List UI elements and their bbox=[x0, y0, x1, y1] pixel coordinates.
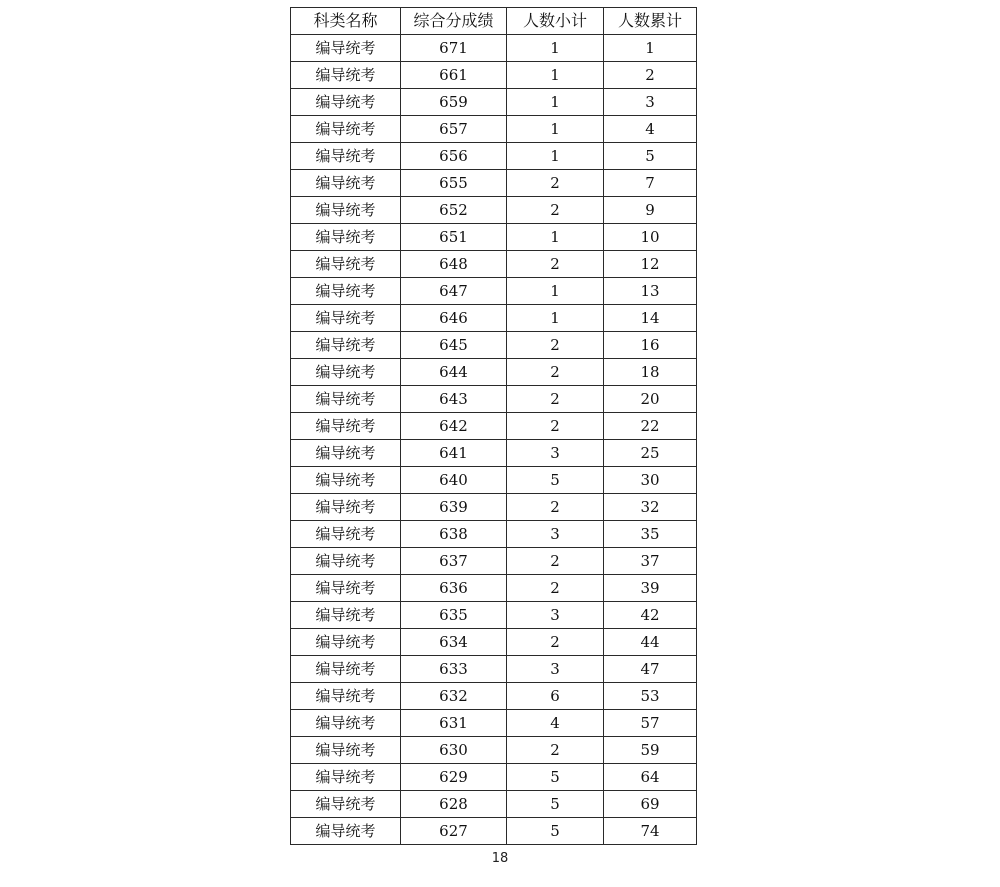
cell-cumulative: 12 bbox=[604, 251, 697, 278]
cell-category: 编导统考 bbox=[291, 89, 401, 116]
cell-count: 2 bbox=[507, 197, 604, 224]
header-cumulative: 人数累计 bbox=[604, 8, 697, 35]
cell-score: 657 bbox=[401, 116, 507, 143]
cell-cumulative: 74 bbox=[604, 818, 697, 845]
cell-category: 编导统考 bbox=[291, 386, 401, 413]
cell-cumulative: 47 bbox=[604, 656, 697, 683]
cell-cumulative: 2 bbox=[604, 62, 697, 89]
cell-count: 2 bbox=[507, 494, 604, 521]
table-row bbox=[291, 386, 697, 413]
cell-cumulative: 59 bbox=[604, 737, 697, 764]
cell-count: 1 bbox=[507, 62, 604, 89]
cell-count: 2 bbox=[507, 575, 604, 602]
cell-category: 编导统考 bbox=[291, 683, 401, 710]
cell-category: 编导统考 bbox=[291, 575, 401, 602]
table-row bbox=[291, 278, 697, 305]
cell-count: 1 bbox=[507, 278, 604, 305]
cell-score: 635 bbox=[401, 602, 507, 629]
cell-cumulative: 1 bbox=[604, 35, 697, 62]
cell-count: 1 bbox=[507, 224, 604, 251]
cell-category: 编导统考 bbox=[291, 818, 401, 845]
cell-cumulative: 13 bbox=[604, 278, 697, 305]
table-row bbox=[291, 467, 697, 494]
cell-category: 编导统考 bbox=[291, 278, 401, 305]
cell-cumulative: 4 bbox=[604, 116, 697, 143]
cell-count: 2 bbox=[507, 548, 604, 575]
cell-category: 编导统考 bbox=[291, 602, 401, 629]
cell-count: 2 bbox=[507, 359, 604, 386]
cell-count: 5 bbox=[507, 791, 604, 818]
cell-category: 编导统考 bbox=[291, 548, 401, 575]
table-row bbox=[291, 89, 697, 116]
cell-count: 2 bbox=[507, 737, 604, 764]
cell-category: 编导统考 bbox=[291, 440, 401, 467]
cell-category: 编导统考 bbox=[291, 197, 401, 224]
cell-category: 编导统考 bbox=[291, 629, 401, 656]
table-row bbox=[291, 737, 697, 764]
header-score: 综合分成绩 bbox=[401, 8, 507, 35]
cell-cumulative: 25 bbox=[604, 440, 697, 467]
cell-score: 661 bbox=[401, 62, 507, 89]
cell-score: 659 bbox=[401, 89, 507, 116]
score-table bbox=[290, 7, 697, 845]
cell-score: 629 bbox=[401, 764, 507, 791]
cell-count: 1 bbox=[507, 35, 604, 62]
cell-cumulative: 53 bbox=[604, 683, 697, 710]
cell-score: 644 bbox=[401, 359, 507, 386]
cell-cumulative: 42 bbox=[604, 602, 697, 629]
cell-score: 627 bbox=[401, 818, 507, 845]
cell-cumulative: 5 bbox=[604, 143, 697, 170]
table-row bbox=[291, 251, 697, 278]
cell-count: 5 bbox=[507, 467, 604, 494]
table-row bbox=[291, 197, 697, 224]
table-row bbox=[291, 683, 697, 710]
cell-cumulative: 22 bbox=[604, 413, 697, 440]
cell-cumulative: 14 bbox=[604, 305, 697, 332]
header-count: 人数小计 bbox=[507, 8, 604, 35]
cell-category: 编导统考 bbox=[291, 35, 401, 62]
table-row bbox=[291, 791, 697, 818]
table-row bbox=[291, 602, 697, 629]
table-row bbox=[291, 764, 697, 791]
cell-score: 633 bbox=[401, 656, 507, 683]
cell-count: 1 bbox=[507, 89, 604, 116]
cell-count: 3 bbox=[507, 602, 604, 629]
table-row bbox=[291, 359, 697, 386]
table-row bbox=[291, 143, 697, 170]
table-row bbox=[291, 656, 697, 683]
table-body bbox=[291, 35, 697, 845]
cell-category: 编导统考 bbox=[291, 305, 401, 332]
cell-category: 编导统考 bbox=[291, 710, 401, 737]
cell-count: 2 bbox=[507, 629, 604, 656]
cell-count: 6 bbox=[507, 683, 604, 710]
cell-score: 652 bbox=[401, 197, 507, 224]
cell-score: 634 bbox=[401, 629, 507, 656]
cell-score: 648 bbox=[401, 251, 507, 278]
cell-category: 编导统考 bbox=[291, 62, 401, 89]
page-number: 18 bbox=[491, 851, 509, 866]
cell-cumulative: 30 bbox=[604, 467, 697, 494]
cell-score: 646 bbox=[401, 305, 507, 332]
cell-cumulative: 39 bbox=[604, 575, 697, 602]
cell-score: 638 bbox=[401, 521, 507, 548]
table-row bbox=[291, 521, 697, 548]
table-row bbox=[291, 440, 697, 467]
cell-score: 643 bbox=[401, 386, 507, 413]
cell-count: 2 bbox=[507, 413, 604, 440]
cell-count: 3 bbox=[507, 440, 604, 467]
cell-category: 编导统考 bbox=[291, 737, 401, 764]
table-row bbox=[291, 575, 697, 602]
cell-category: 编导统考 bbox=[291, 656, 401, 683]
cell-score: 641 bbox=[401, 440, 507, 467]
cell-count: 1 bbox=[507, 305, 604, 332]
table-row bbox=[291, 224, 697, 251]
cell-score: 639 bbox=[401, 494, 507, 521]
cell-cumulative: 35 bbox=[604, 521, 697, 548]
cell-cumulative: 10 bbox=[604, 224, 697, 251]
cell-count: 2 bbox=[507, 251, 604, 278]
cell-category: 编导统考 bbox=[291, 143, 401, 170]
cell-cumulative: 3 bbox=[604, 89, 697, 116]
cell-count: 1 bbox=[507, 143, 604, 170]
cell-count: 2 bbox=[507, 386, 604, 413]
cell-count: 5 bbox=[507, 818, 604, 845]
table-row bbox=[291, 62, 697, 89]
cell-category: 编导统考 bbox=[291, 413, 401, 440]
cell-score: 655 bbox=[401, 170, 507, 197]
cell-category: 编导统考 bbox=[291, 791, 401, 818]
cell-count: 4 bbox=[507, 710, 604, 737]
cell-score: 642 bbox=[401, 413, 507, 440]
cell-cumulative: 9 bbox=[604, 197, 697, 224]
table-row bbox=[291, 710, 697, 737]
cell-category: 编导统考 bbox=[291, 521, 401, 548]
cell-count: 2 bbox=[507, 170, 604, 197]
cell-count: 2 bbox=[507, 332, 604, 359]
cell-score: 651 bbox=[401, 224, 507, 251]
cell-cumulative: 20 bbox=[604, 386, 697, 413]
cell-category: 编导统考 bbox=[291, 116, 401, 143]
table-row bbox=[291, 170, 697, 197]
cell-count: 3 bbox=[507, 656, 604, 683]
cell-score: 637 bbox=[401, 548, 507, 575]
table-row bbox=[291, 35, 697, 62]
cell-score: 647 bbox=[401, 278, 507, 305]
cell-score: 632 bbox=[401, 683, 507, 710]
table-row bbox=[291, 629, 697, 656]
header-row bbox=[291, 8, 697, 35]
cell-count: 1 bbox=[507, 116, 604, 143]
cell-cumulative: 57 bbox=[604, 710, 697, 737]
table-row bbox=[291, 494, 697, 521]
cell-category: 编导统考 bbox=[291, 494, 401, 521]
cell-category: 编导统考 bbox=[291, 764, 401, 791]
table-row bbox=[291, 116, 697, 143]
cell-cumulative: 69 bbox=[604, 791, 697, 818]
table-row bbox=[291, 413, 697, 440]
cell-category: 编导统考 bbox=[291, 467, 401, 494]
cell-category: 编导统考 bbox=[291, 359, 401, 386]
cell-cumulative: 64 bbox=[604, 764, 697, 791]
table-row bbox=[291, 305, 697, 332]
cell-score: 630 bbox=[401, 737, 507, 764]
cell-score: 636 bbox=[401, 575, 507, 602]
cell-score: 640 bbox=[401, 467, 507, 494]
table-row bbox=[291, 818, 697, 845]
cell-score: 645 bbox=[401, 332, 507, 359]
table-row bbox=[291, 332, 697, 359]
cell-cumulative: 32 bbox=[604, 494, 697, 521]
cell-score: 671 bbox=[401, 35, 507, 62]
cell-category: 编导统考 bbox=[291, 332, 401, 359]
cell-cumulative: 44 bbox=[604, 629, 697, 656]
cell-score: 628 bbox=[401, 791, 507, 818]
cell-cumulative: 37 bbox=[604, 548, 697, 575]
cell-score: 656 bbox=[401, 143, 507, 170]
cell-cumulative: 16 bbox=[604, 332, 697, 359]
cell-category: 编导统考 bbox=[291, 224, 401, 251]
cell-score: 631 bbox=[401, 710, 507, 737]
header-category: 科类名称 bbox=[291, 8, 401, 35]
cell-category: 编导统考 bbox=[291, 170, 401, 197]
cell-cumulative: 18 bbox=[604, 359, 697, 386]
cell-count: 3 bbox=[507, 521, 604, 548]
cell-cumulative: 7 bbox=[604, 170, 697, 197]
cell-category: 编导统考 bbox=[291, 251, 401, 278]
cell-count: 5 bbox=[507, 764, 604, 791]
table-row bbox=[291, 548, 697, 575]
